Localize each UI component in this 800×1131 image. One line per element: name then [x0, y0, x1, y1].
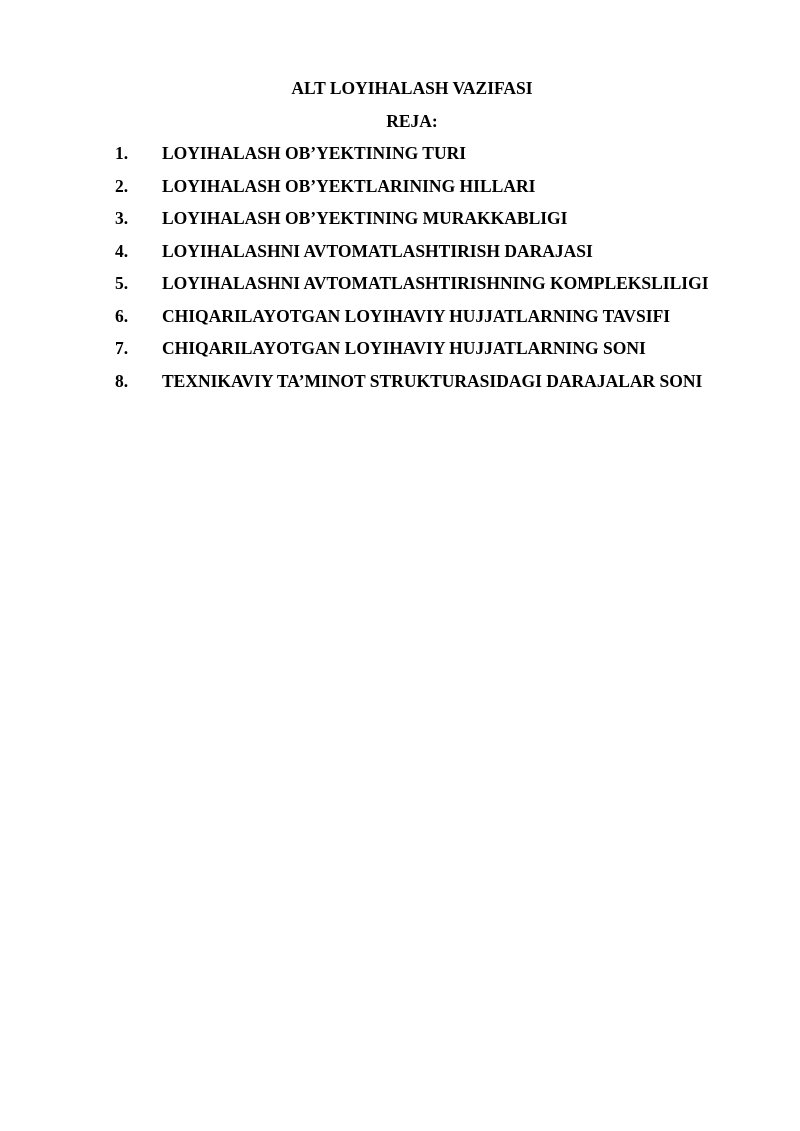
- plan-item-2: [115, 170, 709, 203]
- plan-item-5: [115, 267, 709, 300]
- plan-item-1: [115, 137, 709, 170]
- plan-item-text: TEXNIKAVIY TA’MINOT STRUKTURASIDAGI DARAJALAR SONI: [162, 370, 703, 391]
- plan-item-8: [115, 365, 709, 398]
- plan-item-number: 3.: [115, 208, 129, 228]
- plan-item-number: 2.: [115, 175, 129, 196]
- plan-heading: REJA:: [386, 110, 438, 131]
- plan-item-number: 4.: [115, 240, 129, 261]
- document-title: ALT LOYIHALASH VAZIFASI: [291, 78, 533, 98]
- plan-item-number: 1.: [115, 143, 129, 163]
- plan-item-text: LOYIHALASH OB’YEKTINING TURI: [162, 143, 467, 163]
- plan-item-text: CHIQARILAYOTGAN LOYIHAVIY HUJJATLARNING TAVSIFI: [162, 305, 671, 326]
- plan-item-number: 6.: [115, 305, 129, 326]
- plan-item-text: LOYIHALASH OB’YEKTINING MURAKKABLIGI: [162, 208, 568, 228]
- plan-item-number: 8.: [115, 370, 129, 391]
- plan-item-text: CHIQARILAYOTGAN LOYIHAVIY HUJJATLARNING SONI: [162, 338, 646, 358]
- plan-item-text: LOYIHALASHNI AVTOMATLASHTIRISH DARAJASI: [162, 240, 593, 261]
- plan-item-4: [115, 235, 709, 268]
- plan-item-number: 7.: [115, 338, 129, 358]
- plan-item-7: [115, 332, 709, 365]
- plan-item-6: [115, 300, 709, 333]
- plan-item-text: LOYIHALASHNI AVTOMATLASHTIRISHNING KOMPLEKSLILIGI: [162, 273, 709, 293]
- document-body: [115, 72, 709, 397]
- plan-item-3: [115, 202, 709, 235]
- plan-item-number: 5.: [115, 273, 129, 293]
- plan-item-text: LOYIHALASH OB’YEKTLARINING HILLARI: [162, 175, 536, 196]
